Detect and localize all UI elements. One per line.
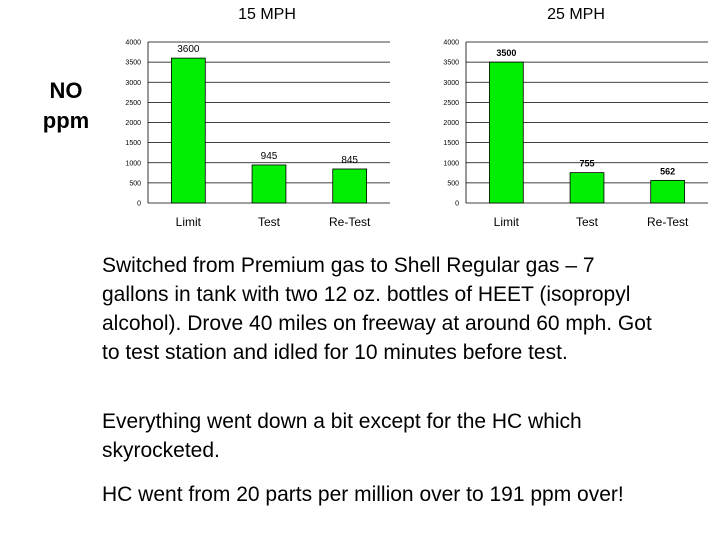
y-tick-label-15mph-1000: 1000 [125, 160, 141, 168]
y-tick-label-15mph-1500: 1500 [125, 140, 141, 148]
y-tick-label-15mph-4000: 4000 [125, 39, 141, 47]
chart-title-25mph: 25 MPH [547, 6, 605, 23]
y-tick-label-25mph-1500: 1500 [443, 140, 459, 148]
x-tick-label-15mph-test: Test [257, 215, 281, 229]
y-tick-label-15mph-3500: 3500 [125, 59, 141, 67]
data-label-15mph-test: 945 [260, 150, 278, 162]
bar-15mph-re-test [333, 169, 367, 203]
y-tick-label-15mph-3000: 3000 [125, 79, 141, 87]
bar-25mph-limit [489, 62, 523, 203]
data-label-15mph-re-test: 845 [341, 154, 359, 166]
x-tick-label-15mph-re-test: Re-Test [328, 215, 371, 229]
y-tick-label-15mph-2000: 2000 [125, 120, 141, 127]
chart-title-15mph: 15 MPH [238, 6, 296, 23]
y-tick-label-15mph-2500: 2500 [125, 99, 141, 107]
x-tick-label-25mph-re-test: Re-Test [646, 215, 689, 229]
bar-15mph-limit [171, 58, 205, 203]
paragraph-3: HC went from 20 parts per million over to 191 ppm over! [102, 483, 624, 506]
paragraph-2: Everything went down a bit except for the HC which skyrocketed. [102, 410, 582, 462]
data-label-25mph-limit: 3500 [496, 48, 517, 59]
data-label-25mph-test: 755 [579, 158, 595, 169]
bar-25mph-test [570, 173, 604, 203]
data-label-15mph-limit: 3600 [177, 44, 200, 56]
y-tick-label-25mph-3500: 3500 [443, 59, 459, 67]
y-tick-label-15mph-500: 500 [129, 180, 141, 188]
y-tick-label-25mph-2500: 2500 [443, 99, 459, 107]
bar-15mph-test [252, 165, 286, 203]
paragraph-1: Switched from Premium gas to Shell Regular gas – 7 gallons in tank with two 12 oz. bottles of HEET (isopropyl alcohol). Drove 40 miles on freeway at around 60 mph. Got to test station and idled for 10 minutes before test. [102, 254, 652, 364]
x-tick-label-15mph-limit: Limit [175, 215, 202, 229]
x-tick-label-25mph-limit: Limit [493, 215, 520, 229]
y-tick-label-25mph-4000: 4000 [443, 39, 459, 47]
data-label-25mph-re-test: 562 [660, 166, 676, 177]
y-tick-label-25mph-0: 0 [455, 200, 459, 208]
x-tick-label-25mph-test: Test [575, 215, 599, 229]
y-tick-label-25mph-2000: 2000 [443, 120, 459, 127]
side-label-line2: ppm [42, 108, 90, 133]
y-tick-label-15mph-0: 0 [137, 200, 141, 208]
y-tick-label-25mph-3000: 3000 [443, 79, 459, 87]
bar-25mph-re-test [651, 180, 685, 203]
side-label-line1: NO [49, 78, 83, 103]
y-tick-label-25mph-1000: 1000 [443, 160, 459, 168]
bar-charts [0, 0, 720, 240]
y-tick-label-25mph-500: 500 [447, 180, 459, 188]
